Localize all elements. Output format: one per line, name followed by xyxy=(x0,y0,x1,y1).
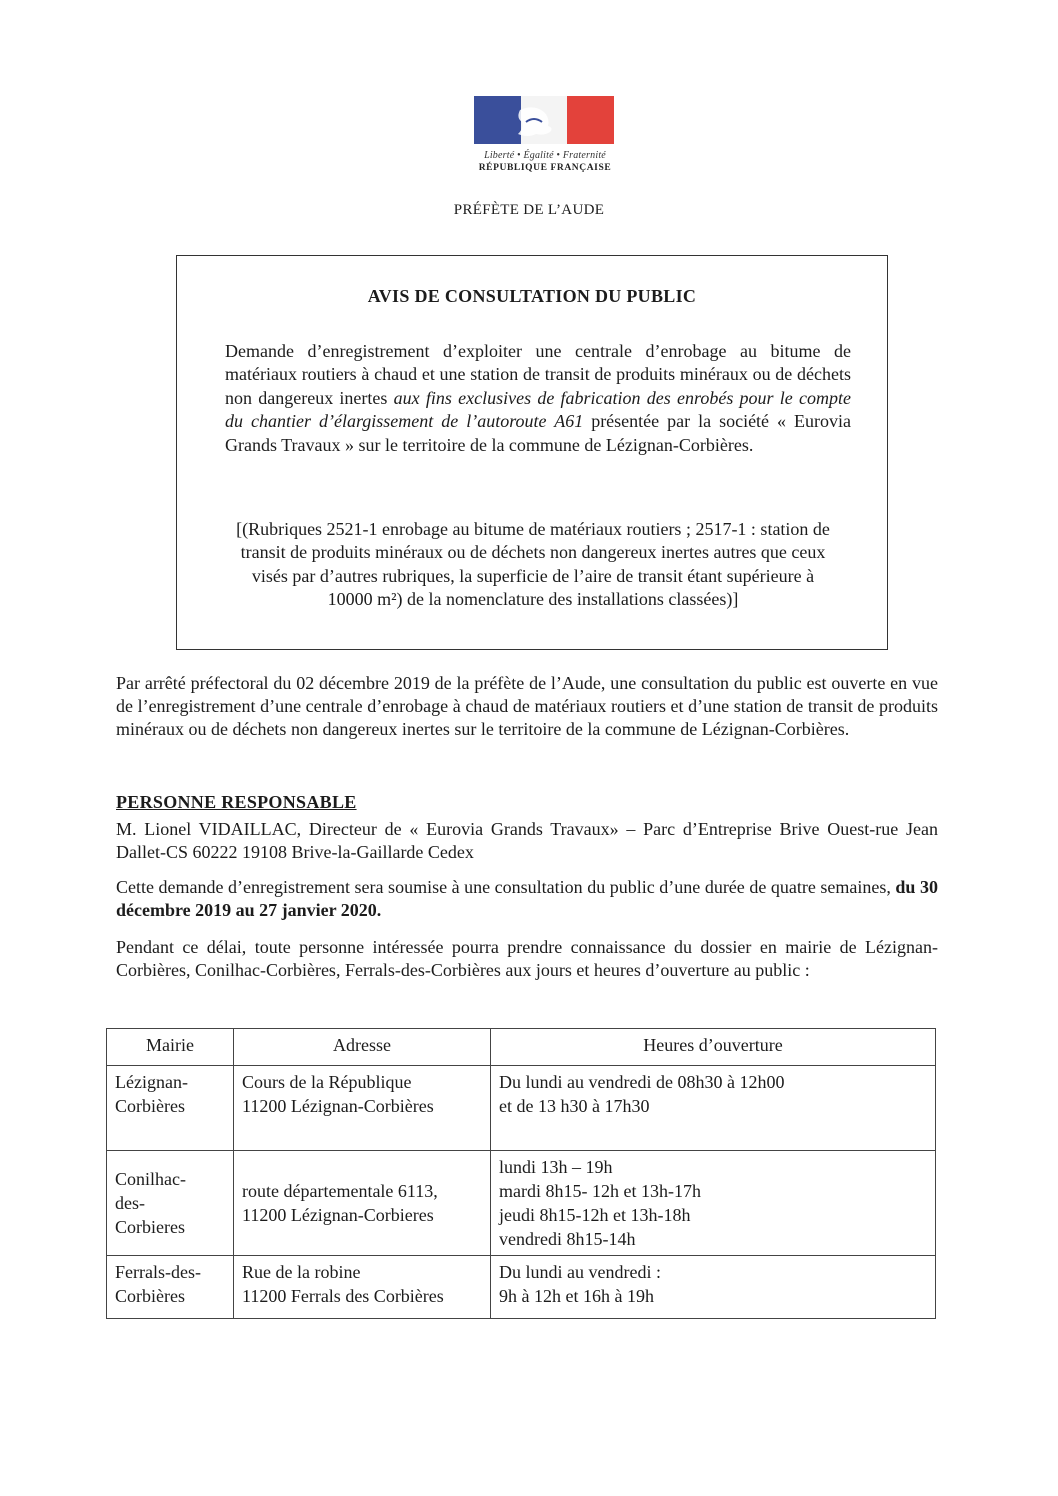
cell-line: des- xyxy=(115,1193,145,1213)
notice-intro-italic: aux fins exclusives de fabrication des enrobés pour le compte du chantier d’élargissement de l’autoroute A61 xyxy=(225,387,851,432)
cell-line: 11200 Lézignan-Corbieres xyxy=(242,1205,434,1225)
cell-line: Cours de la République xyxy=(242,1072,412,1092)
cell-line: lundi 13h – 19h xyxy=(499,1157,613,1177)
cell-adresse xyxy=(234,1256,491,1319)
cell-line: Corbieres xyxy=(115,1217,185,1237)
prefecture-heading: PRÉFÈTE DE L’AUDE xyxy=(453,202,605,218)
cell-heures xyxy=(491,1066,936,1151)
notice-title: AVIS DE CONSULTATION DU PUBLIC xyxy=(367,286,697,306)
table-row xyxy=(107,1066,936,1151)
notice-rubriques: [(Rubriques 2521-1 enrobage au bitume de matériaux routiers ; 2517-1 : station de transit de produits minéraux ou de déchets non dangereux inertes autres que ceux visés par d’autres rubriques, la superficie de l’aire de transit étant supérieure à 10000 m²) de la nomenclature des installations classées)] xyxy=(236,519,830,610)
cell-line: et de 13 h30 à 17h30 xyxy=(499,1096,650,1116)
cell-line: Corbières xyxy=(115,1096,185,1116)
consultation-dates: du 30 décembre 2019 au 27 janvier 2020. xyxy=(116,877,938,920)
hours-table xyxy=(106,1028,936,1319)
table-row xyxy=(107,1256,936,1319)
cell-line: Conilhac- xyxy=(115,1169,186,1189)
cell-heures xyxy=(491,1151,936,1256)
cell-line: Corbières xyxy=(115,1286,185,1306)
cell-heures xyxy=(491,1256,936,1319)
logo-motto: Liberté • Égalité • Fraternité xyxy=(484,150,606,161)
cell-line: 11200 Lézignan-Corbières xyxy=(242,1096,434,1116)
cell-mairie xyxy=(107,1256,234,1319)
republique-francaise-logo xyxy=(474,96,616,173)
notice-intro-part-1: Demande d’enregistrement d’exploiter une centrale d’enrobage au bitume de matériaux routiers à chaud et une station de transit de produits minéraux ou de déchets non dangereux inertes xyxy=(225,341,851,408)
arrete-paragraph: Par arrêté préfectoral du 02 décembre 2019 de la préfète de l’Aude, une consultation du public est ouverte en vue de l’enregistrement d’une centrale d’enrobage à chaud de matériaux routiers et d’une station de transit de produits minéraux ou de déchets non dangereux inertes sur le territoire de la commune de Lézignan-Corbières. xyxy=(116,673,938,739)
header-heures: Heures d’ouverture xyxy=(491,1029,936,1066)
cell-line: vendredi 8h15-14h xyxy=(499,1229,636,1249)
cell-line: 11200 Ferrals des Corbières xyxy=(242,1286,444,1306)
cell-line: Du lundi au vendredi de 08h30 à 12h00 xyxy=(499,1072,785,1092)
notice-frame xyxy=(176,255,888,650)
table-header-row xyxy=(107,1029,936,1066)
cell-mairie xyxy=(107,1066,234,1151)
consultation-paragraph xyxy=(116,876,938,922)
notice-intro xyxy=(225,340,851,457)
logo-republic-text: RÉPUBLIQUE FRANÇAISE xyxy=(478,163,612,173)
cell-line: jeudi 8h15-12h et 13h-18h xyxy=(499,1205,691,1225)
cell-line: Du lundi au vendredi : xyxy=(499,1262,661,1282)
cell-line: Ferrals-des- xyxy=(115,1262,201,1282)
table-row xyxy=(107,1151,936,1256)
header-mairie: Mairie xyxy=(107,1029,234,1066)
cell-line: mardi 8h15- 12h et 13h-17h xyxy=(499,1181,701,1201)
cell-mairie xyxy=(107,1151,234,1256)
header-adresse: Adresse xyxy=(234,1029,491,1066)
cell-adresse xyxy=(234,1066,491,1151)
cell-line: route départementale 6113, xyxy=(242,1181,438,1201)
responsable-paragraph: M. Lionel VIDAILLAC, Directeur de « Eurovia Grands Travaux» – Parc d’Entreprise Brive Ouest-rue Jean Dallet-CS 60222 19108 Brive-la-Gaillarde Cedex xyxy=(116,819,938,862)
cell-line: Lézignan- xyxy=(115,1072,188,1092)
consultation-text: Cette demande d’enregistrement sera soumise à une consultation du public d’une durée de quatre semaines, xyxy=(116,877,896,897)
cell-line: Rue de la robine xyxy=(242,1262,361,1282)
cell-adresse xyxy=(234,1151,491,1256)
responsable-heading: PERSONNE RESPONSABLE xyxy=(116,792,357,812)
delai-paragraph: Pendant ce délai, toute personne intéressée pourra prendre connaissance du dossier en mairie de Lézignan-Corbières, Conilhac-Corbières, Ferrals-des-Corbières aux jours et heures d’ouverture au public : xyxy=(116,937,938,980)
cell-line: 9h à 12h et 16h à 19h xyxy=(499,1286,654,1306)
notice-intro-part-2: présentée par la société « Eurovia Grands Travaux » sur le territoire de la commune de Lézignan-Corbières. xyxy=(225,411,851,455)
marianne-profile-icon xyxy=(500,102,570,142)
